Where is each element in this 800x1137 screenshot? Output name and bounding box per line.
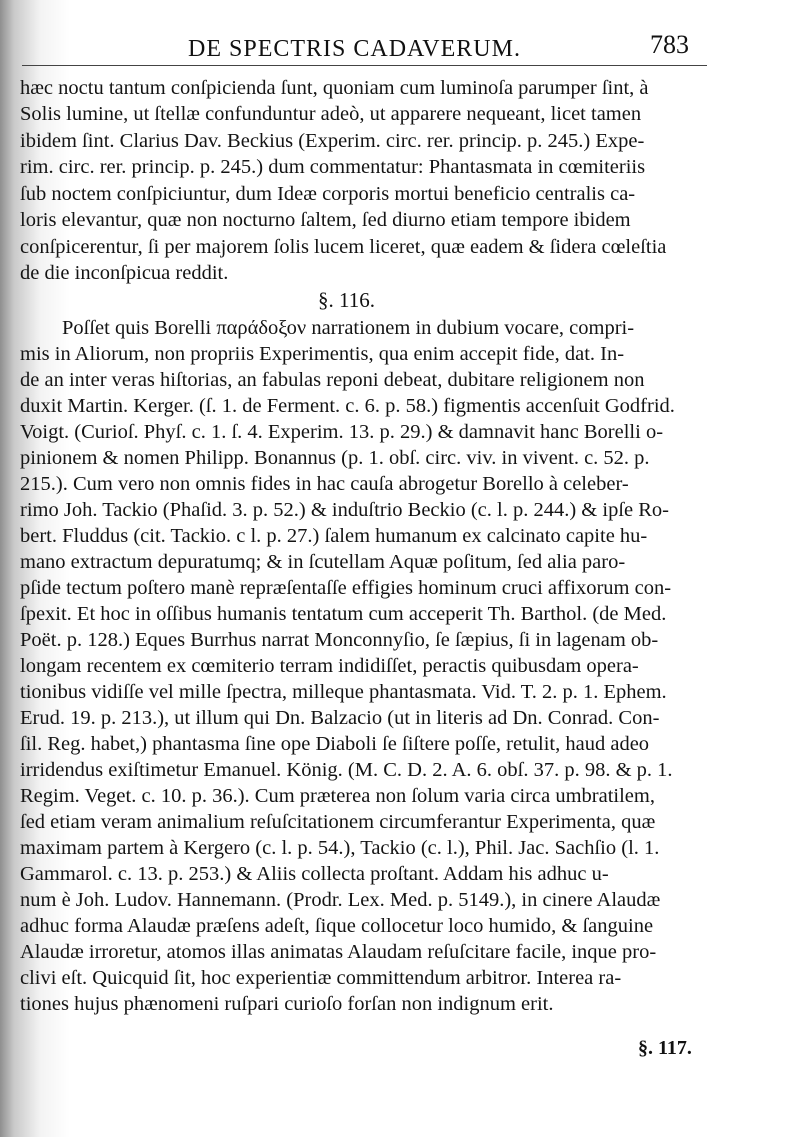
text-line: Gammarol. c. 13. p. 253.) & Aliis collecta proſtant. Addam his adhuc u- bbox=[20, 863, 609, 885]
text-line: ſed etiam veram animalium reſuſcitationem circumferantur Experimenta, quæ bbox=[20, 811, 656, 833]
text-line: pſide tectum poſtero manè repræſentaſſe effigies hominum cruci affixorum con- bbox=[20, 577, 672, 599]
text-line: Erud. 19. p. 213.), ut illum qui Dn. Balzacio (ut in literis ad Dn. Conrad. Con- bbox=[20, 707, 660, 729]
text-line: ſpexit. Et hoc in oſſibus humanis tentatum cum acceperit Th. Barthol. (de Med. bbox=[20, 603, 667, 625]
text-line: Poët. p. 128.) Eques Burrhus narrat Monconnyſio, ſe ſæpius, ſi in lagenam ob- bbox=[20, 629, 659, 651]
text-line: bert. Fluddus (cit. Tackio. c l. p. 27.) ſalem humanum ex calcinato capite hu- bbox=[20, 525, 648, 547]
text-line: tiones hujus phænomeni ruſpari curioſo forſan non indignum erit. bbox=[20, 993, 554, 1015]
text-line: 215.). Cum vero non omnis fides in hac cauſa abrogetur Borello à celeber- bbox=[20, 473, 629, 495]
text-line: rim. circ. rer. princip. p. 245.) dum commentatur: Phantasmata in cœmiteriis bbox=[20, 156, 646, 178]
header-rule bbox=[22, 65, 707, 66]
page-header bbox=[0, 30, 800, 70]
text-line: tionibus vidiſſe vel mille ſpectra, milleque phantasmata. Vid. T. 2. p. 1. Ephem. bbox=[20, 681, 667, 703]
text-line: ſil. Reg. habet,) phantasma ſine ope Diaboli ſe ſiſtere poſſe, retulit, haud adeo bbox=[20, 733, 650, 755]
text-line: Voigt. (Curioſ. Phyſ. c. 1. ſ. 4. Experim. 13. p. 29.) & damnavit hanc Borelli o- bbox=[20, 421, 664, 443]
text-line: mano extractum depuratumq; & in ſcutellam Aquæ poſitum, ſed alia paro- bbox=[20, 551, 626, 573]
text-line: Poſſet quis Borelli παράδοξον narrationem in dubium vocare, compri- bbox=[62, 317, 635, 339]
text-line: de an inter veras hiſtorias, an fabulas reponi debeat, dubitare religionem non bbox=[20, 369, 645, 391]
text-line: clivi eſt. Quicquid ſit, hoc experientiæ committendum arbitror. Interea ra- bbox=[20, 967, 622, 989]
text-line: rimo Joh. Tackio (Phaſid. 3. p. 52.) & induſtrio Beckio (c. l. p. 244.) & ipſe Ro- bbox=[20, 499, 669, 521]
text-line: Solis lumine, ut ſtellæ confunduntur adeò, ut apparere nequeant, licet tamen bbox=[20, 103, 642, 125]
text-line: mis in Aliorum, non propriis Experimentis, qua enim accepit fide, dat. In- bbox=[20, 343, 625, 365]
text-line: pinionem & nomen Philipp. Bonannus (p. 1. obſ. circ. viv. in vivent. c. 52. p. bbox=[20, 447, 650, 469]
catchword: §. 117. bbox=[638, 1037, 692, 1059]
text-line: Alaudæ irroretur, atomos illas animatas Alaudam reſuſcitare facile, inque pro- bbox=[20, 941, 657, 963]
running-head: DE SPECTRIS CADAVERUM. bbox=[188, 36, 521, 62]
text-line: num è Joh. Ludov. Hannemann. (Prodr. Lex. Med. p. 5149.), in cinere Alaudæ bbox=[20, 889, 661, 911]
text-line: irridendus exiſtimetur Emanuel. König. (M. C. D. 2. A. 6. obſ. 37. p. 98. & p. 1. bbox=[20, 759, 673, 781]
section-heading: §. 116. bbox=[318, 288, 375, 312]
text-line: duxit Martin. Kerger. (ſ. 1. de Ferment. c. 6. p. 58.) figmentis accenſuit Godfrid. bbox=[20, 395, 675, 417]
text-line: de die inconſpicua reddit. bbox=[20, 262, 229, 284]
text-line: adhuc forma Alaudæ præſens adeſt, ſique collocetur loco humido, & ſanguine bbox=[20, 915, 654, 937]
text-line: ibidem ſint. Clarius Dav. Beckius (Experim. circ. rer. princip. p. 245.) Expe- bbox=[20, 130, 645, 152]
text-line: ſub noctem conſpiciuntur, dum Ideæ corporis mortui beneficio centralis ca- bbox=[20, 183, 636, 205]
page-number: 783 bbox=[650, 30, 689, 59]
text-line: Regim. Veget. c. 10. p. 36.). Cum præterea non ſolum varia circa umbratilem, bbox=[20, 785, 655, 807]
text-line: longam recentem ex cœmiterio terram indidiſſet, peractis quibusdam opera- bbox=[20, 655, 639, 677]
text-line: conſpicerentur, ſi per majorem ſolis lucem liceret, quæ eadem & ſidera cœleſtia bbox=[20, 236, 667, 258]
text-line: maximam partem à Kergero (c. l. p. 54.), Tackio (c. l.), Phil. Jac. Sachſio (l. 1. bbox=[20, 837, 660, 859]
text-line: hæc noctu tantum conſpicienda ſunt, quoniam cum luminoſa parumper ſint, à bbox=[20, 77, 649, 99]
text-line: loris elevantur, quæ non nocturno ſaltem, ſed diurno etiam tempore ibidem bbox=[20, 209, 631, 231]
